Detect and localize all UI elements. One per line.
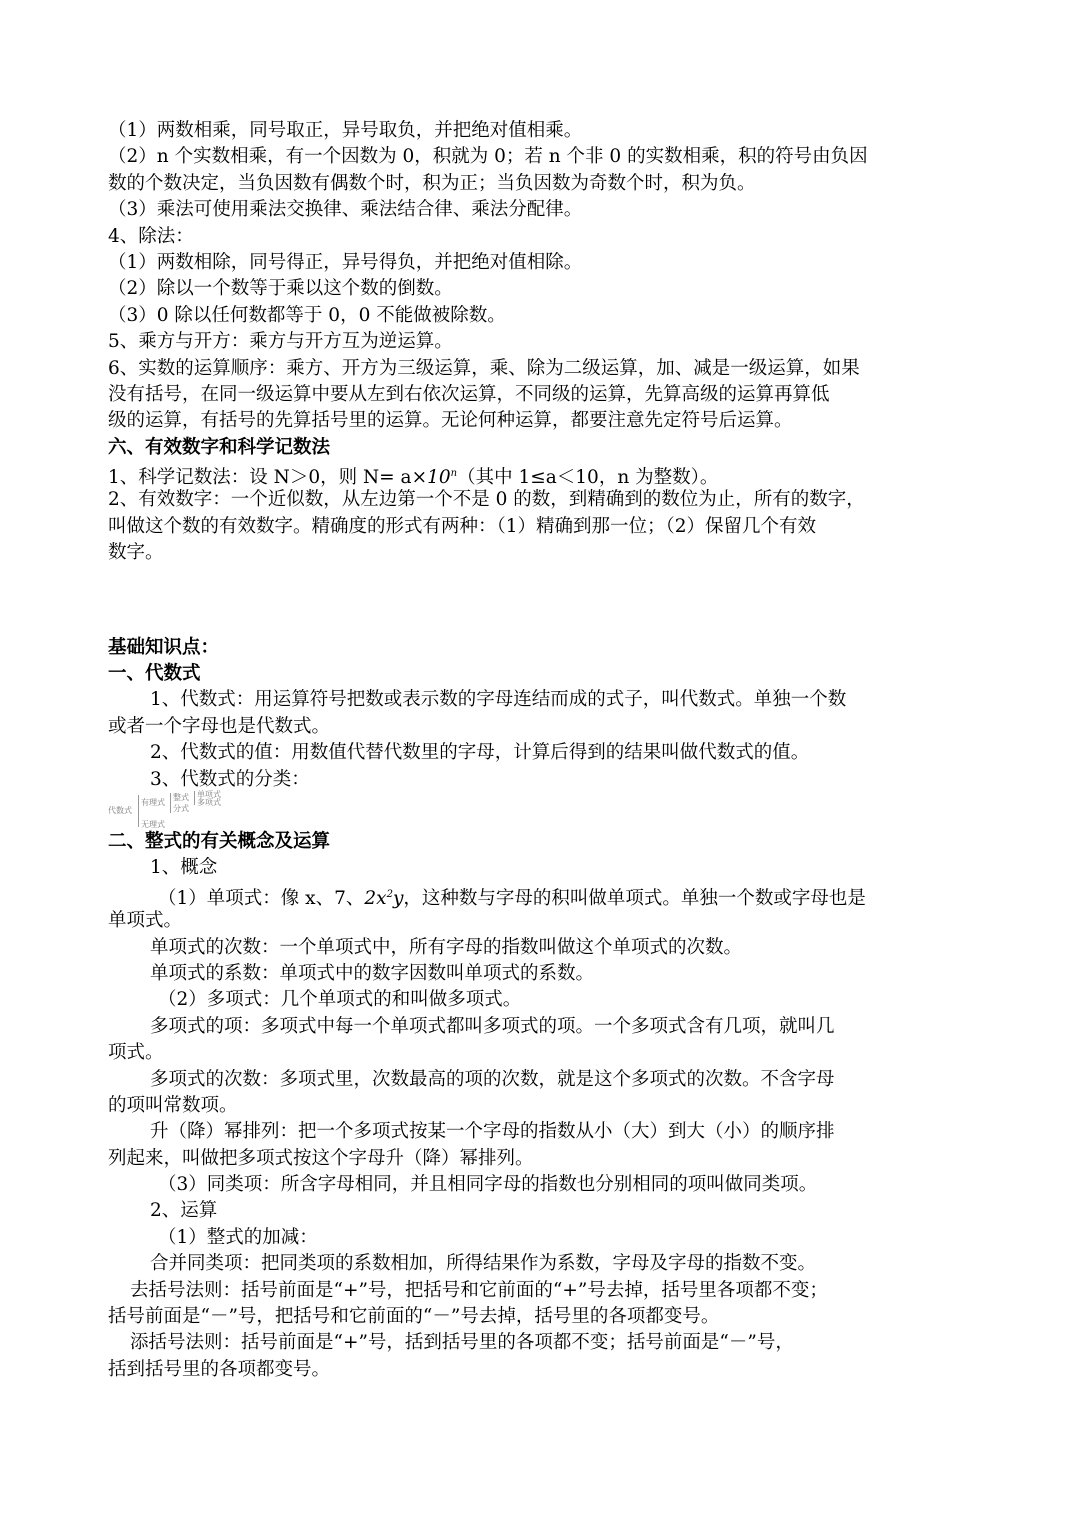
text-line: 项式。	[108, 1042, 164, 1064]
text-line: 的项叫常数项。	[108, 1094, 238, 1116]
text-line: 没有括号，在同一级运算中要从左到右依次运算，不同级的运算，先算高级的运算再算低	[108, 383, 830, 405]
section-heading: 基础知识点：	[108, 636, 220, 658]
text-line: 括号前面是“－”号，把括号和它前面的“－”号去掉，括号里的各项都变号。	[108, 1306, 720, 1328]
text-line: （3）乘法可使用乘法交换律、乘法结合律、乘法分配律。	[108, 199, 583, 221]
text-segment: （1）单项式：像 x、7、	[158, 887, 365, 909]
diagram-label: 分式	[173, 803, 189, 813]
diagram-label: 多项式	[197, 797, 221, 807]
diagram-label: 单项式	[197, 789, 221, 799]
text-line: 1、概念	[150, 857, 218, 879]
text-line: 3、代数式的分类：	[150, 768, 310, 790]
classification-diagram	[108, 789, 328, 829]
text-line: 或者一个字母也是代数式。	[108, 715, 331, 737]
text-line: （2）除以一个数等于乘以这个数的倒数。	[108, 278, 453, 300]
text-line: （1）两数相乘，同号取正，异号取负，并把绝对值相乘。	[108, 120, 583, 141]
text-line: 2、运算	[150, 1200, 218, 1222]
diagram-label: 代数式	[108, 805, 132, 815]
text-line: 单项式的次数：一个单项式中，所有字母的指数叫做这个单项式的次数。	[150, 936, 743, 958]
math-exponent: n	[450, 468, 458, 480]
diagram-label: 有理式	[141, 797, 165, 807]
part-title	[108, 567, 974, 601]
diagram-brace	[194, 791, 195, 805]
text-line: （3）同类项：所含字母相同，并且相同字母的指数也分别相同的项叫做同类项。	[158, 1174, 818, 1196]
text-line: 升（降）幂排列：把一个多项式按某一个字母的指数从小（大）到大（小）的顺序排	[150, 1121, 835, 1143]
text-line: 叫做这个数的有效数字。精确度的形式有两种：（1）精确到那一位；（2）保留几个有效	[108, 515, 817, 537]
text-line: 2、有效数字：一个近似数，从左边第一个不是 0 的数，到精确到的数位为止，所有的数字，	[108, 489, 865, 511]
diagram-brace	[138, 795, 139, 827]
text-line: （2）多项式：几个单项式的和叫做多项式。	[158, 989, 522, 1011]
text-segment: （其中 1≤a＜10，n 为整数）。	[457, 467, 719, 489]
text-line: 添括号法则：括号前面是“+”号，括到括号里的各项都不变；括号前面是“－”号，	[130, 1332, 794, 1354]
text-line: 单项式的系数：单项式中的数字因数叫单项式的系数。	[150, 962, 595, 984]
text-line: 合并同类项：把同类项的系数相加，所得结果作为系数，字母及字母的指数不变。	[150, 1253, 817, 1275]
section-heading: 六、有效数字和科学记数法	[108, 436, 331, 458]
text-line: 多项式的次数：多项式里，次数最高的项的次数，就是这个多项式的次数。不含字母	[150, 1068, 835, 1090]
text-line: 2、代数式的值：用数值代替代数里的字母，计算后得到的结果叫做代数式的值。	[150, 742, 810, 764]
text-line: 括到括号里的各项都变号。	[108, 1358, 331, 1380]
text-line: 单项式。	[108, 910, 183, 932]
section-heading: 二、整式的有关概念及运算	[108, 830, 331, 852]
text-line: 多项式的项：多项式中每一个单项式都叫多项式的项。一个多项式含有几项，就叫几	[150, 1015, 835, 1037]
text-line: （3）0 除以任何数都等于 0，0 不能做被除数。	[108, 304, 506, 326]
text-line: 数字。	[108, 542, 164, 564]
scientific-notation-line	[108, 461, 974, 487]
text-line: 6、实数的运算顺序：乘方、开方为三级运算，乘、除为二级运算，加、减是一级运算，如果	[108, 357, 860, 379]
diagram-label: 无理式	[141, 819, 165, 829]
text-line: （2）n 个实数相乘，有一个因数为 0，积就为 0；若 n 个非 0 的实数相乘，积的符号由负因	[108, 146, 868, 168]
math-term: y	[392, 887, 404, 909]
document-body	[108, 118, 974, 1383]
text-line: 1、代数式：用运算符号把数或表示数的字母连结而成的式子，叫代数式。单独一个数	[150, 689, 847, 711]
math-base: 10	[427, 467, 451, 489]
text-segment: 1、科学记数法：设 N＞0，则 N= a×	[108, 467, 428, 489]
text-line: （1）两数相除，同号得正，异号得负，并把绝对值相除。	[108, 251, 583, 273]
text-line: 数的个数决定，当负因数有偶数个时，积为正；当负因数为奇数个时，积为负。	[108, 172, 756, 194]
chapter-title	[108, 601, 974, 635]
diagram-brace	[170, 793, 171, 813]
text-line: 列起来，叫做把多项式按这个字母升（降）幂排列。	[108, 1147, 534, 1169]
text-line: 级的运算，有括号的先算括号里的运算。无论何种运算，都要注意先定符号后运算。	[108, 410, 793, 432]
text-segment: ，这种数与字母的积叫做单项式。单独一个数或字母也是	[403, 887, 866, 909]
text-line: 去括号法则：括号前面是“+”号，把括号和它前面的“+”号去掉，括号里各项都不变；	[130, 1279, 828, 1301]
text-line: 4、除法：	[108, 225, 194, 247]
math-term: 2x	[364, 887, 387, 909]
math-exponent: 2	[386, 888, 393, 900]
text-line: 5、乘方与开方：乘方与开方互为逆运算。	[108, 331, 453, 353]
text-line: （1）整式的加减：	[158, 1226, 318, 1248]
section-heading: 一、代数式	[108, 663, 201, 685]
diagram-label: 整式	[173, 792, 189, 802]
monomial-definition-line	[108, 882, 974, 908]
